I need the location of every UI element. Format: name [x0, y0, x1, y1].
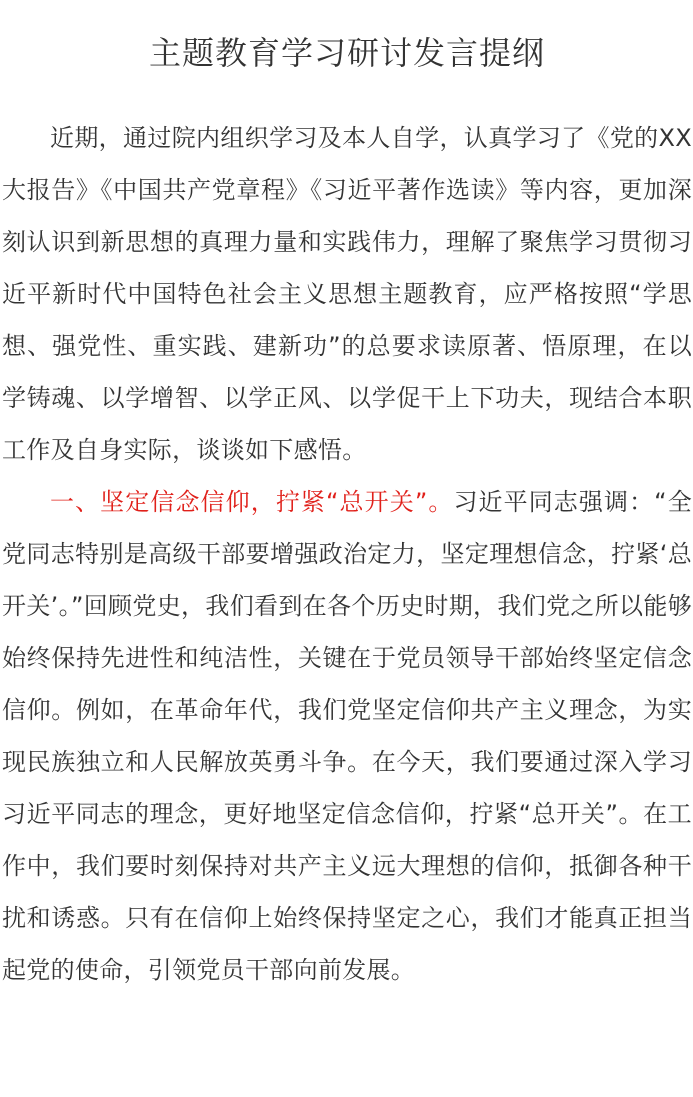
- document-title: 主题教育学习研讨发言提纲: [148, 34, 545, 72]
- paragraph-intro-text: 近期，通过院内组织学习及本人自学，认真学习了《党的XX大报告》《中国共产党章程》《习近平著作选读》等内容，更加深刻认识到新思想的真理力量和实践伟力，理解了聚焦学习贯彻习近平新时代中国特色社会主义思想主题教育，应严格按照“学思想、强党性、重实践、建新功”的总要求读原著、悟原理，在以学铸魂、以学增智、以学正风、以学促干上下功夫，现结合本职工作及自身实际，谈谈如下感悟。: [2, 124, 692, 464]
- paragraph-intro: [2, 112, 692, 476]
- paragraph-section-one: [2, 476, 692, 996]
- section-one-text: 习近平同志强调：“全党同志特别是高级干部要增强政治定力，坚定理想信念，拧紧‘总开关’。”回顾党史，我们看到在各个历史时期，我们党之所以能够始终保持先进性和纯洁性，关键在于党员领导干部始终坚定信念信仰。例如，在革命年代，我们党坚定信仰共产主义理念，为实现民族独立和人民解放英勇斗争。在今天，我们要通过深入学习习近平同志的理念，更好地坚定信念信仰，拧紧“总开关”。在工作中，我们要时刻保持对共产主义远大理想的信仰，抵御各种干扰和诱惑。只有在信仰上始终保持坚定之心，我们才能真正担当起党的使命，引领党员干部向前发展。: [2, 488, 692, 984]
- section-one-heading: 一、坚定信念信仰，拧紧“总开关”。: [50, 488, 454, 516]
